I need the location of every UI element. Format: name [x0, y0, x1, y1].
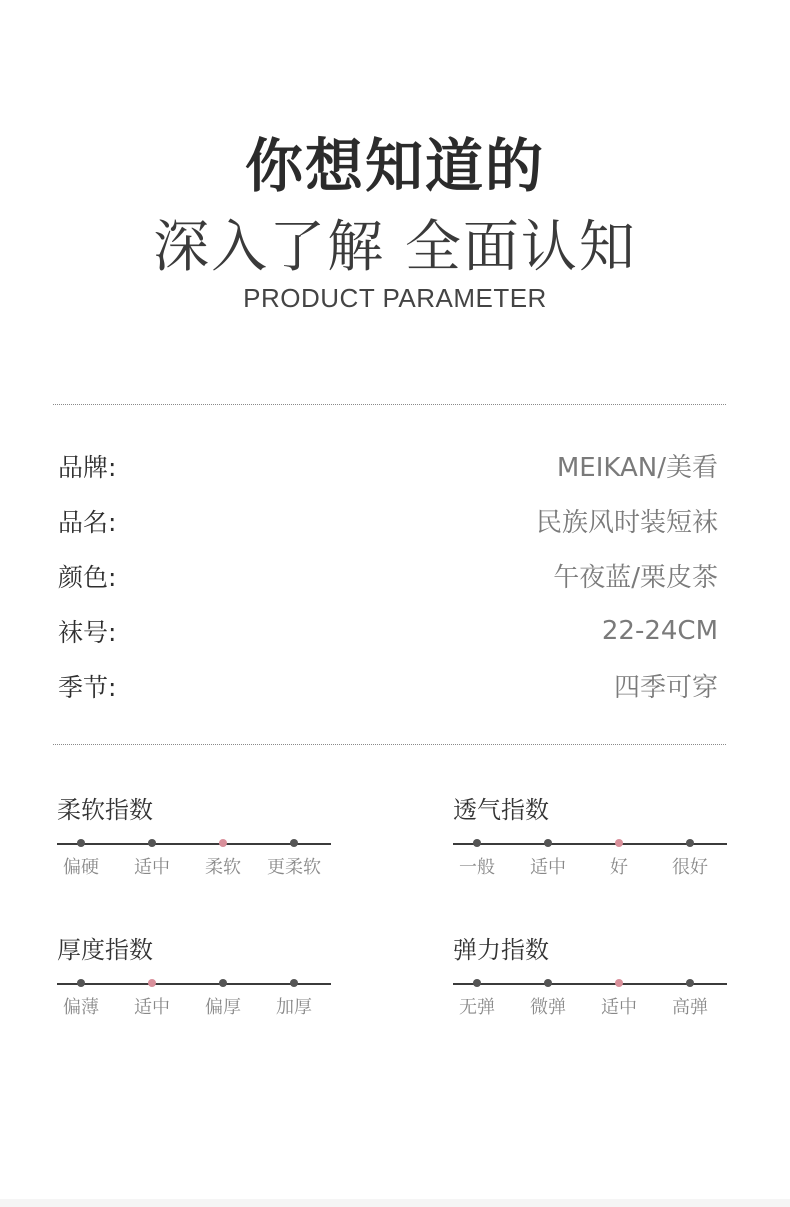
scale-label: 好 — [610, 857, 628, 878]
scale-dot — [148, 979, 156, 987]
scale-label: 柔软 — [205, 857, 241, 878]
scale-dot — [219, 979, 227, 987]
page-english-title: PRODUCT PARAMETER — [243, 283, 547, 313]
param-value: MEIKAN/美看 — [556, 453, 718, 483]
scale-dot — [290, 979, 298, 987]
param-value: 午夜蓝/栗皮茶 — [553, 563, 718, 593]
index-scale — [453, 974, 727, 1026]
index-breathability — [453, 794, 727, 886]
index-title: 透气指数 — [453, 796, 549, 824]
index-scale — [453, 834, 727, 886]
divider-top — [53, 404, 726, 405]
scale-dot — [290, 839, 298, 847]
scale-dot — [615, 979, 623, 987]
param-value: 22-24CM — [601, 615, 718, 646]
scale-label: 无弹 — [459, 997, 495, 1018]
index-title: 弹力指数 — [453, 936, 549, 964]
param-value: 四季可穿 — [613, 673, 718, 703]
divider-bottom — [53, 744, 726, 745]
scale-dot — [615, 839, 623, 847]
scale-label: 适中 — [601, 997, 637, 1018]
scale-dot — [148, 839, 156, 847]
page-title: 你想知道的 — [244, 132, 545, 200]
scale-dot — [473, 979, 481, 987]
scale-dot — [473, 839, 481, 847]
scale-dot — [544, 839, 552, 847]
index-scale — [57, 974, 331, 1026]
param-row-season — [58, 658, 718, 713]
scale-label: 更柔软 — [267, 857, 321, 878]
scale-label: 偏硬 — [63, 857, 99, 878]
scale-label: 偏薄 — [63, 997, 99, 1018]
param-value: 民族风时装短袜 — [535, 508, 718, 538]
scale-dot — [77, 979, 85, 987]
footer-bar — [0, 1199, 790, 1207]
param-label: 颜色: — [58, 562, 117, 592]
scale-label: 很好 — [672, 857, 708, 878]
scale-dot — [219, 839, 227, 847]
param-row-brand — [58, 438, 718, 493]
scale-label: 适中 — [134, 997, 170, 1018]
scale-label: 偏厚 — [205, 997, 241, 1018]
param-row-size — [58, 603, 718, 658]
page-subtitle: 深入了解 全面认知 — [153, 215, 637, 280]
index-title: 柔软指数 — [57, 796, 153, 824]
param-list — [58, 438, 718, 713]
scale-dot — [77, 839, 85, 847]
param-label: 品牌: — [58, 452, 117, 482]
scale-label: 高弹 — [672, 997, 708, 1018]
scale-label: 微弹 — [530, 997, 566, 1018]
index-scale — [57, 834, 331, 886]
scale-dot — [686, 839, 694, 847]
scale-label: 一般 — [459, 857, 495, 878]
scale-label: 适中 — [530, 857, 566, 878]
param-row-name — [58, 493, 718, 548]
param-row-color — [58, 548, 718, 603]
index-softness — [57, 794, 331, 886]
param-label: 袜号: — [58, 617, 117, 647]
scale-dot — [544, 979, 552, 987]
param-label: 季节: — [58, 672, 117, 702]
scale-label: 适中 — [134, 857, 170, 878]
param-label: 品名: — [58, 507, 117, 537]
index-title: 厚度指数 — [57, 936, 153, 964]
index-thickness — [57, 934, 331, 1026]
scale-label: 加厚 — [276, 997, 312, 1018]
index-elasticity — [453, 934, 727, 1026]
scale-dot — [686, 979, 694, 987]
